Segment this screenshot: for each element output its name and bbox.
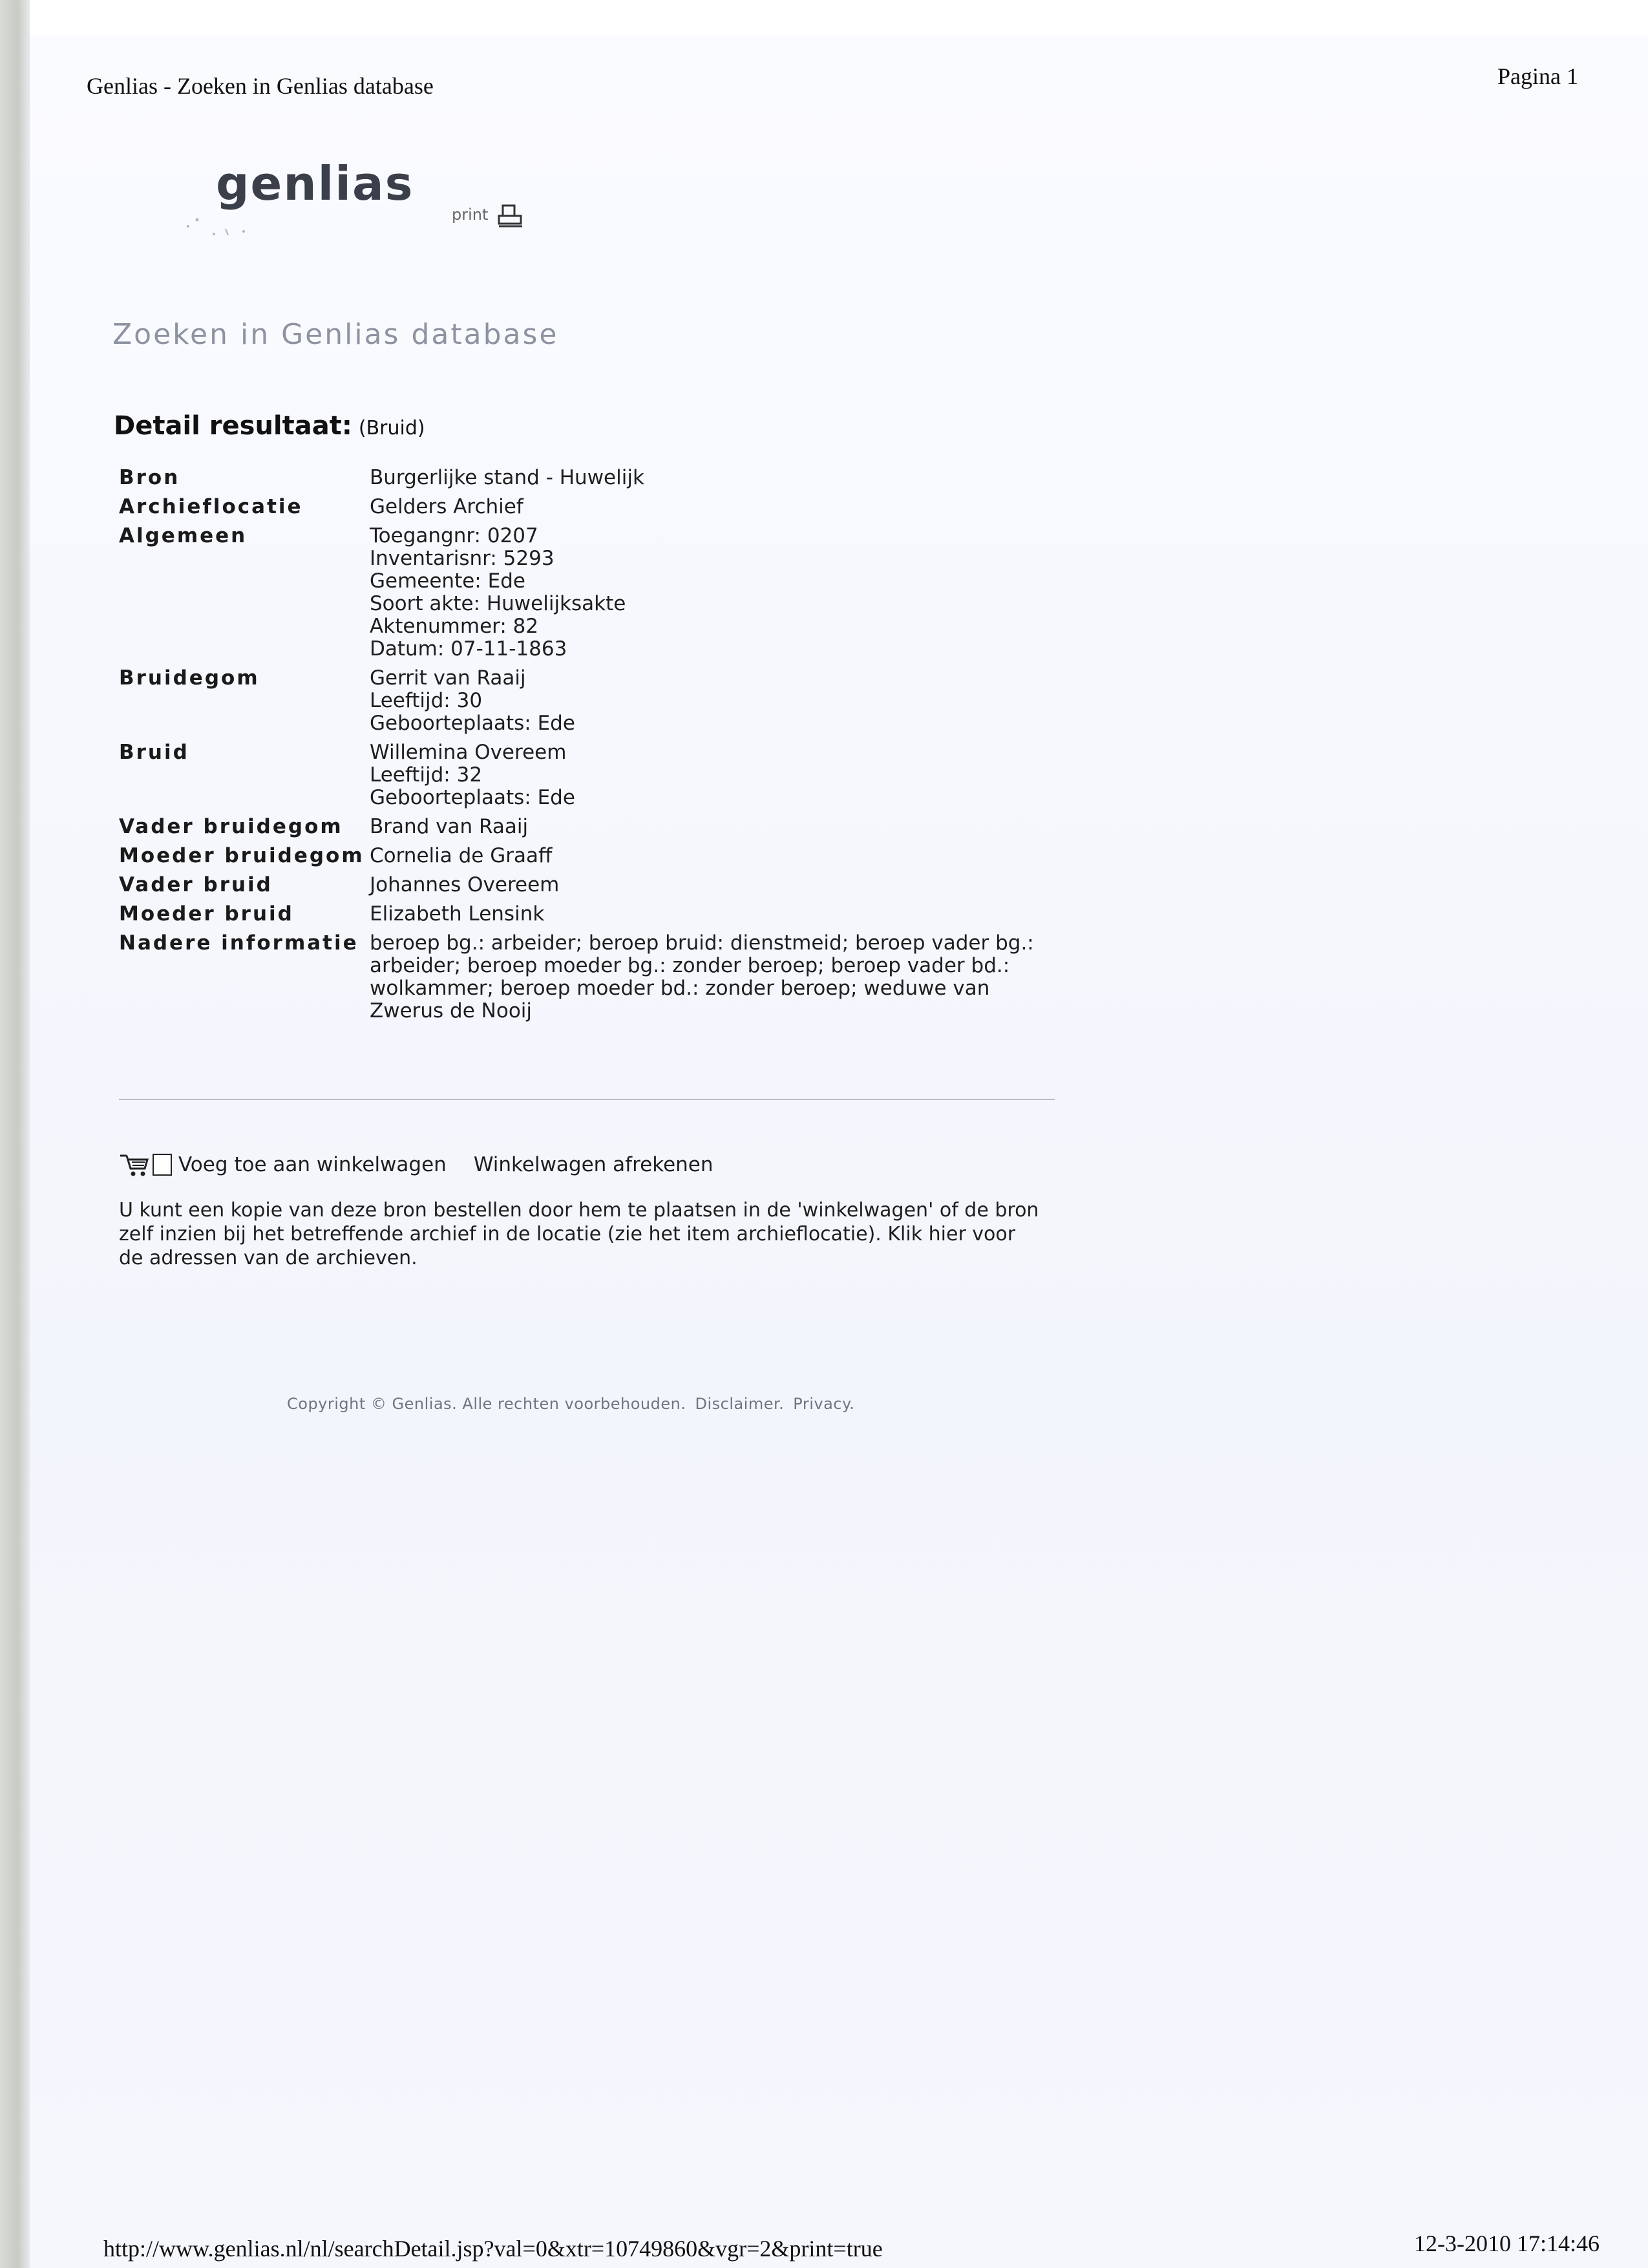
detail-value-line: Elizabeth Lensink: [370, 902, 545, 926]
divider: [119, 1099, 1055, 1100]
detail-heading-label: Detail resultaat:: [114, 411, 352, 441]
detail-row-value: [370, 525, 1088, 661]
detail-row-label: Vader bruidegom: [119, 815, 343, 838]
detail-value-line: Cornelia de Graaff: [370, 844, 553, 867]
detail-row-value: [370, 467, 1088, 489]
detail-table: [119, 467, 1088, 1029]
cart-actions: [119, 1150, 713, 1179]
detail-value-line: wolkammer; beroep moeder bd.: zonder beroep; weduwe van: [370, 977, 990, 1000]
detail-row: [119, 667, 1088, 735]
detail-row: [119, 525, 1088, 661]
order-note-line: U kunt een kopie van deze bron bestellen door hem te plaatsen in de 'winkelwagen' of de bron: [119, 1199, 1039, 1222]
checkout-cart-link[interactable]: Winkelwagen afrekenen: [473, 1153, 713, 1176]
copyright-text: Copyright © Genlias. Alle rechten voorbehouden.: [287, 1395, 686, 1413]
detail-value-line: beroep bg.: arbeider; beroep bruid: dienstmeid; beroep vader bg.:: [370, 931, 1034, 955]
detail-value-line: Toegangnr: 0207: [370, 524, 538, 547]
detail-row: [119, 874, 1088, 896]
detail-row-value: [370, 816, 1088, 838]
detail-row: [119, 496, 1088, 518]
add-to-cart-checkbox[interactable]: [153, 1154, 172, 1176]
detail-value-line: Soort akte: Huwelijksakte: [370, 592, 626, 615]
detail-row-label: Moeder bruid: [119, 902, 294, 926]
print-header-page-number: Pagina 1: [1497, 63, 1578, 89]
detail-row: [119, 932, 1088, 1023]
detail-row: [119, 845, 1088, 867]
print-icon[interactable]: [496, 203, 525, 229]
shopping-cart-icon[interactable]: [119, 1150, 150, 1179]
add-to-cart-link[interactable]: Voeg toe aan winkelwagen: [178, 1153, 447, 1176]
detail-value-line: Geboorteplaats: Ede: [370, 712, 575, 735]
detail-row: [119, 467, 1088, 489]
print-header-title: Genlias - Zoeken in Genlias database: [87, 73, 434, 99]
detail-row-label: Bron: [119, 466, 180, 489]
detail-value-line: Leeftijd: 32: [370, 763, 483, 787]
detail-value-line: Willemina Overeem: [370, 741, 567, 764]
detail-row-value: [370, 496, 1088, 518]
detail-value-line: Brand van Raaij: [370, 815, 529, 838]
print-footer-url: http://www.genlias.nl/nl/searchDetail.jsp?val=0&xtr=10749860&vgr=2&print=true: [103, 2236, 883, 2262]
detail-value-line: Johannes Overeem: [370, 873, 560, 896]
detail-value-line: Datum: 07-11-1863: [370, 637, 567, 661]
detail-row-value: [370, 932, 1088, 1023]
detail-row-value: [370, 667, 1088, 735]
order-note: [119, 1198, 1062, 1270]
detail-row-label: Archieflocatie: [119, 495, 303, 518]
detail-row-value: [370, 874, 1088, 896]
detail-value-line: Gemeente: Ede: [370, 569, 525, 593]
detail-value-line: Leeftijd: 30: [370, 689, 483, 712]
detail-row-value: [370, 903, 1088, 926]
detail-value-line: Geboorteplaats: Ede: [370, 786, 575, 809]
order-note-line: de adressen van de archieven.: [119, 1247, 417, 1269]
detail-value-line: Aktenummer: 82: [370, 615, 539, 638]
detail-row-label: Bruidegom: [119, 666, 260, 690]
detail-row-label: Nadere informatie: [119, 931, 359, 955]
detail-row-label: Bruid: [119, 741, 189, 764]
detail-row-label: Moeder bruidegom: [119, 844, 364, 867]
detail-value-line: Inventarisnr: 5293: [370, 547, 555, 570]
detail-row-value: [370, 845, 1088, 867]
order-note-line: zelf inzien bij het betreffende archief in de locatie (zie het item archieflocatie). Klik hier voor: [119, 1223, 1016, 1245]
detail-value-line: Zwerus de Nooij: [370, 999, 533, 1023]
copyright-footer: [287, 1395, 863, 1413]
detail-row-value: [370, 741, 1088, 809]
detail-row: [119, 903, 1088, 926]
scan-left-edge: [0, 0, 30, 2268]
detail-row: [119, 816, 1088, 838]
detail-value-line: Gelders Archief: [370, 495, 523, 518]
detail-value-line: arbeider; beroep moeder bg.: zonder beroep; beroep vader bd.:: [370, 954, 1010, 977]
print-link[interactable]: print: [452, 206, 489, 224]
scan-top-edge: [30, 0, 1648, 36]
detail-value-line: Burgerlijke stand - Huwelijk: [370, 466, 644, 489]
genlias-logo[interactable]: genlias: [216, 156, 414, 211]
detail-row-label: Vader bruid: [119, 873, 273, 896]
privacy-link[interactable]: Privacy.: [793, 1395, 855, 1413]
detail-heading-role: (Bruid): [358, 417, 425, 440]
section-title: Zoeken in Genlias database: [112, 318, 559, 351]
disclaimer-link[interactable]: Disclaimer.: [695, 1395, 785, 1413]
detail-row-label: Algemeen: [119, 524, 248, 547]
detail-value-line: Gerrit van Raaij: [370, 666, 526, 690]
detail-row: [119, 741, 1088, 809]
print-footer-datetime: 12-3-2010 17:14:46: [1414, 2231, 1600, 2256]
detail-heading: [114, 411, 425, 441]
logo-dots-icon: [184, 206, 249, 238]
